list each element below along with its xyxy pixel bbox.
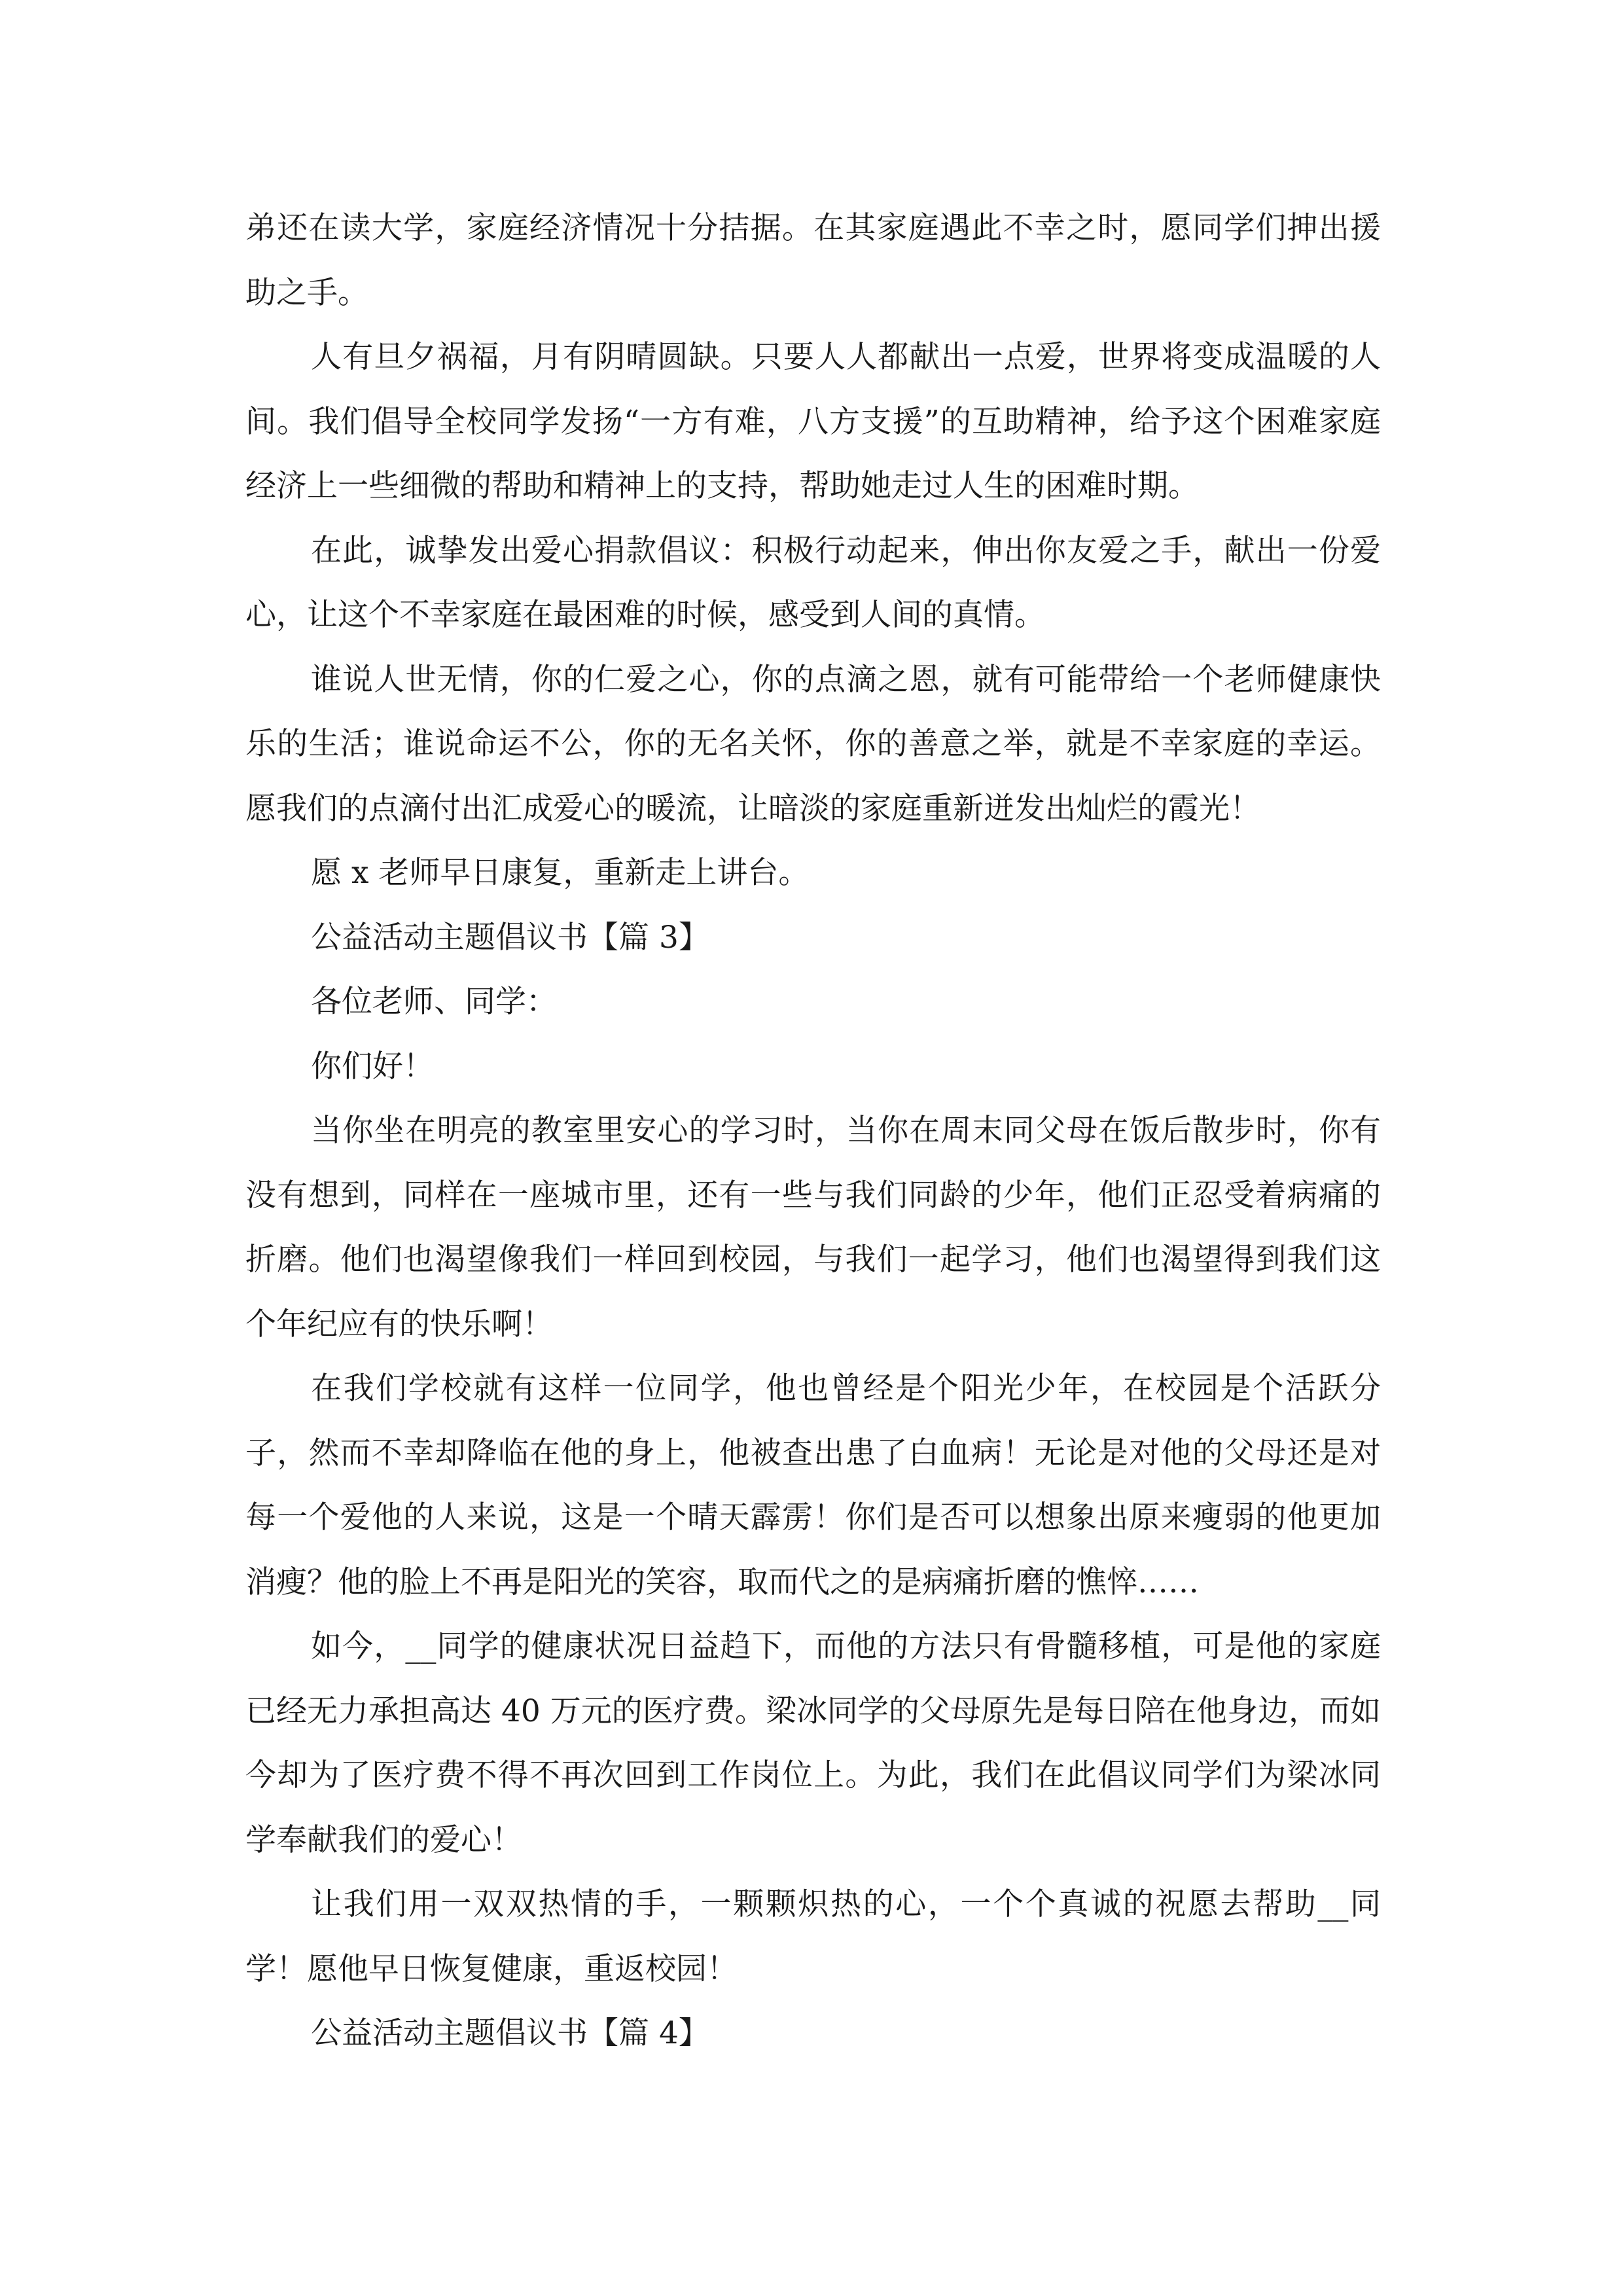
salutation: 各位老师、同学： [311, 984, 557, 1020]
paragraph-wish-recovery: 愿 x 老师早日康复，重新走上讲台。 [311, 855, 810, 891]
document-body [245, 196, 1381, 2066]
paragraph-continuation: 弟还在读大学，家庭经济情况十分拮据。在其家庭遇此不幸之时，愿同学们抻出援助之手。 [245, 210, 1381, 311]
section-heading-part-3: 公益活动主题倡议书【篇 3】 [311, 919, 709, 956]
paragraph-call-to-help: 让我们用一双双热情的手，一颗颗炽热的心，一个个真诚的祝愿去帮助__同学！愿他早日恢复健康，重返校园！ [245, 1886, 1381, 1987]
greeting: 你们好！ [311, 1048, 434, 1085]
paragraph-medical-cost: 如今，__同学的健康状况日益趋下，而他的方法只有骨髓移植，可是他的家庭已经无力承担高达 40 万元的医疗费。梁冰同学的父母原先是每日陪在他身边，而如今却为了医疗费不得不再次回到工作岗位上。为此，我们在此倡议同学们为梁冰同学奉献我们的爱心！ [245, 1628, 1381, 1858]
paragraph-student-story: 在我们学校就有这样一位同学，他也曾经是个阳光少年，在校园是个活跃分子，然而不幸却降临在他的身上，他被查出患了白血病！无论是对他的父母还是对每一个爱他的人来说，这是一个晴天霹雳！你们是否可以想象出原来瘦弱的他更加消瘦？他的脸上不再是阳光的笑容，取而代之的是病痛折磨的憔悴…… [245, 1371, 1381, 1600]
paragraph-fortune: 人有旦夕祸福，月有阴晴圆缺。只要人人都献出一点爱，世界将变成温暖的人间。我们倡导全校同学发扬“一方有难，八方支援”的互助精神，给予这个困难家庭经济上一些细微的帮助和精神上的支持，帮助她走过人生的困难时期。 [245, 339, 1381, 504]
paragraph-classroom: 当你坐在明亮的教室里安心的学习时，当你在周末同父母在饭后散步时，你有没有想到，同样在一座城市里，还有一些与我们同龄的少年，他们正忍受着病痛的折磨。他们也渴望像我们一样回到校园，与我们一起学习，他们也渴望得到我们这个年纪应有的快乐啊！ [245, 1113, 1381, 1342]
paragraph-donation-call: 在此，诚挚发出爱心捐款倡议：积极行动起来，伸出你友爱之手，献出一份爱心，让这个不幸家庭在最困难的时候，感受到人间的真情。 [245, 532, 1381, 633]
section-heading-part-4: 公益活动主题倡议书【篇 4】 [311, 2015, 709, 2051]
paragraph-who-says: 谁说人世无情，你的仁爱之心，你的点滴之恩，就有可能带给一个老师健康快乐的生活；谁说命运不公，你的无名关怀，你的善意之举，就是不幸家庭的幸运。愿我们的点滴付出汇成爱心的暖流，让暗淡的家庭重新迸发出灿烂的霞光！ [245, 661, 1381, 827]
